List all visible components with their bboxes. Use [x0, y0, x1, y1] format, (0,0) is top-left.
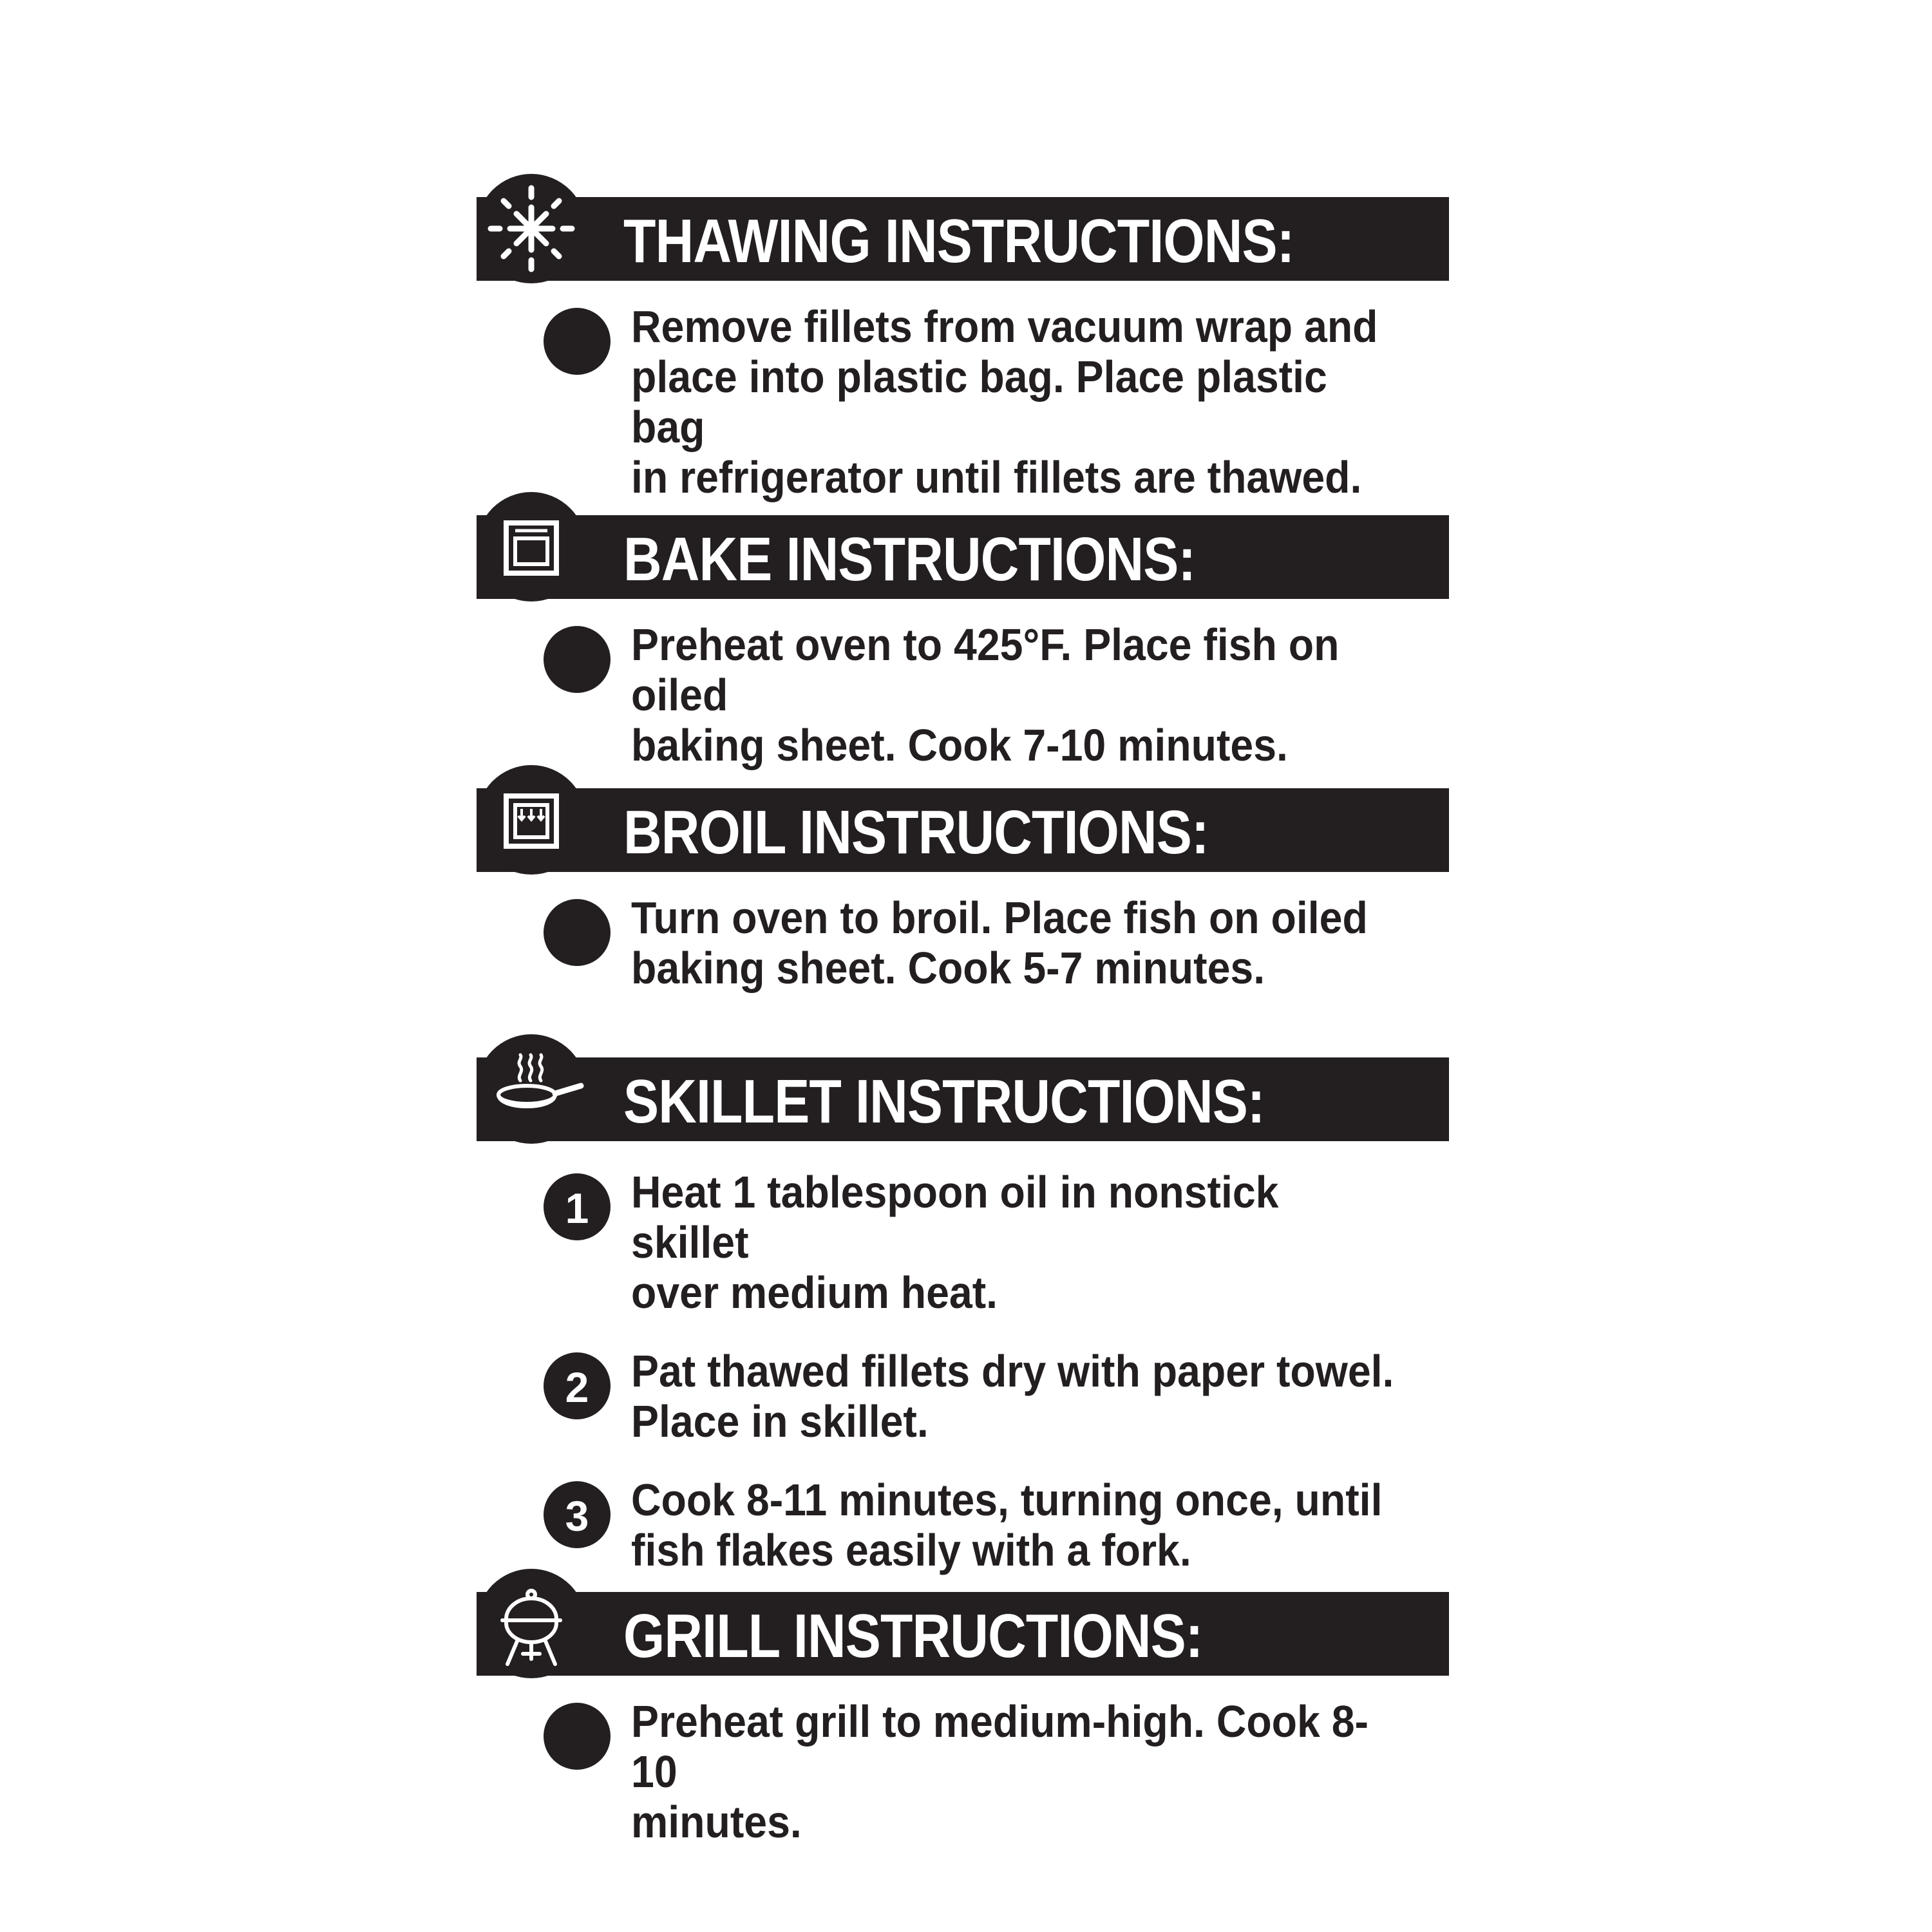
snowflake-icon [477, 174, 586, 283]
step-text: Turn oven to broil. Place fish on oiled baking sheet. Cook 5-7 minutes. [631, 893, 1368, 993]
grill-header [477, 1592, 1449, 1676]
thawing-header [477, 197, 1449, 281]
step-text: Preheat grill to medium-high. Cook 8-10 minutes. [631, 1696, 1368, 1847]
list-item [477, 1696, 1449, 1847]
section-title: BROIL INSTRUCTIONS: [623, 798, 1209, 867]
bullet-dot [544, 626, 611, 693]
broil-steps [477, 893, 1449, 993]
bake-section [477, 515, 1449, 799]
skillet-section [477, 1057, 1449, 1604]
section-title: SKILLET INSTRUCTIONS: [623, 1067, 1265, 1136]
skillet-steps [477, 1167, 1449, 1575]
grill-steps [477, 1696, 1449, 1847]
broiler-icon [477, 765, 586, 875]
step-text: Preheat oven to 425°F. Place fish on oiled baking sheet. Cook 7-10 minutes. [631, 620, 1340, 770]
broil-section [477, 788, 1449, 1021]
thawing-section [477, 197, 1449, 531]
skillet-header [477, 1057, 1449, 1141]
grill-section [477, 1592, 1449, 1875]
list-item [477, 1167, 1449, 1318]
step-number-badge: 3 [544, 1481, 611, 1548]
skillet-icon [477, 1034, 586, 1144]
bullet-dot [544, 308, 611, 375]
section-title: THAWING INSTRUCTIONS: [623, 207, 1294, 276]
list-item [477, 620, 1449, 770]
step-number-badge: 1 [544, 1173, 611, 1240]
bullet-dot [544, 899, 611, 966]
bullet-dot [544, 1703, 611, 1770]
thawing-steps [477, 301, 1449, 502]
list-item [477, 1346, 1449, 1446]
bake-header [477, 515, 1449, 599]
list-item [477, 301, 1449, 502]
bake-steps [477, 620, 1449, 770]
broil-header [477, 788, 1449, 872]
step-number-badge: 2 [544, 1352, 611, 1419]
grill-icon [477, 1569, 586, 1678]
step-text: Cook 8-11 minutes, turning once, until fish flakes easily with a fork. [631, 1475, 1383, 1575]
section-title: BAKE INSTRUCTIONS: [623, 525, 1196, 594]
list-item [477, 893, 1449, 993]
oven-icon [477, 492, 586, 601]
step-text: Pat thawed fillets dry with paper towel. Place in skillet. [631, 1346, 1394, 1446]
section-title: GRILL INSTRUCTIONS: [623, 1602, 1203, 1671]
step-text: Heat 1 tablespoon oil in nonstick skillet over medium heat. [631, 1167, 1279, 1318]
list-item [477, 1475, 1449, 1575]
step-text: Remove fillets from vacuum wrap and place into plastic bag. Place plastic bag in refrigerator until fillets are thawed. [631, 301, 1378, 502]
